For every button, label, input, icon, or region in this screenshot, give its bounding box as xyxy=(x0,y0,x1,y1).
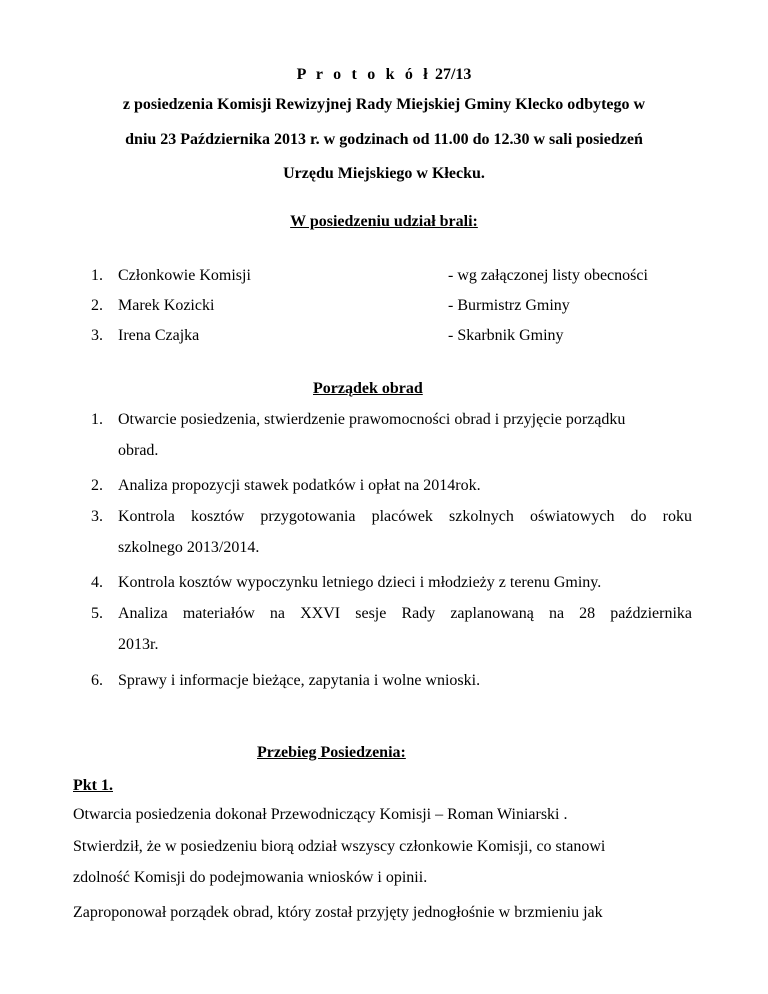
attendance-num: 1. xyxy=(91,267,103,284)
attendance-name: Marek Kozicki xyxy=(118,297,215,314)
attendance-num: 3. xyxy=(91,327,103,344)
attendance-name: Irena Czajka xyxy=(118,327,200,344)
title-line-3: Urzędu Miejskiego w Kłecku. xyxy=(283,165,485,182)
agenda-num: 1. xyxy=(91,411,103,428)
agenda-text-continued: szkolnego 2013/2014. xyxy=(118,539,260,556)
proceedings-heading: Przebieg Posiedzenia: xyxy=(257,744,406,761)
title-line-2: dniu 23 Października 2013 r. w godzinach od 11.00 do 12.30 w sali posiedzeń xyxy=(125,131,643,148)
agenda-num: 3. xyxy=(91,508,103,525)
agenda-text: Analiza materiałów na XXVI sesje Rady zaplanowaną na 28 października xyxy=(118,605,692,622)
agenda-text: Sprawy i informacje bieżące, zapytania i wolne wnioski. xyxy=(118,672,481,689)
agenda-text: Analiza propozycji stawek podatków i opłat na 2014rok. xyxy=(118,477,481,494)
paragraph-line: Stwierdził, że w posiedzeniu biorą odział wszyscy członkowie Komisji, co stanowi xyxy=(73,838,606,855)
agenda-text: Kontrola kosztów wypoczynku letniego dzieci i młodzieży z terenu Gminy. xyxy=(118,574,602,591)
protocol-number: 27/13 xyxy=(434,66,472,83)
attendance-name: Członkowie Komisji xyxy=(118,267,251,284)
agenda-num: 2. xyxy=(91,477,103,494)
attendance-role: - wg załączonej listy obecności xyxy=(448,267,648,284)
title-line-1: z posiedzenia Komisji Rewizyjnej Rady Miejskiej Gminy Klecko odbytego w xyxy=(122,96,646,113)
agenda-num: 5. xyxy=(91,605,103,622)
protocol-word: P r o t o k ó ł xyxy=(296,66,431,83)
agenda-heading: Porządek obrad xyxy=(313,380,423,397)
agenda-text: Kontrola kosztów przygotowania placówek szkolnych oświatowych do roku xyxy=(118,508,692,525)
attendance-role: - Burmistrz Gminy xyxy=(448,297,570,314)
attendance-num: 2. xyxy=(91,297,103,314)
paragraph-line: Otwarcia posiedzenia dokonał Przewodniczący Komisji – Roman Winiarski . xyxy=(73,806,568,823)
point-label: Pkt 1. xyxy=(73,777,113,794)
agenda-num: 4. xyxy=(91,574,103,591)
protocol-title xyxy=(0,66,768,84)
agenda-text-continued: 2013r. xyxy=(118,636,159,653)
attendance-heading: W posiedzeniu udział brali: xyxy=(290,213,478,230)
attendance-role: - Skarbnik Gminy xyxy=(448,327,564,344)
paragraph-line: Zaproponował porządek obrad, który został przyjęty jednogłośnie w brzmieniu jak xyxy=(73,904,603,921)
agenda-text: Otwarcie posiedzenia, stwierdzenie prawomocności obrad i przyjęcie porządku xyxy=(118,411,626,428)
paragraph-line: zdolność Komisji do podejmowania wniosków i opinii. xyxy=(73,869,428,886)
agenda-num: 6. xyxy=(91,672,103,689)
agenda-text-continued: obrad. xyxy=(118,442,159,459)
